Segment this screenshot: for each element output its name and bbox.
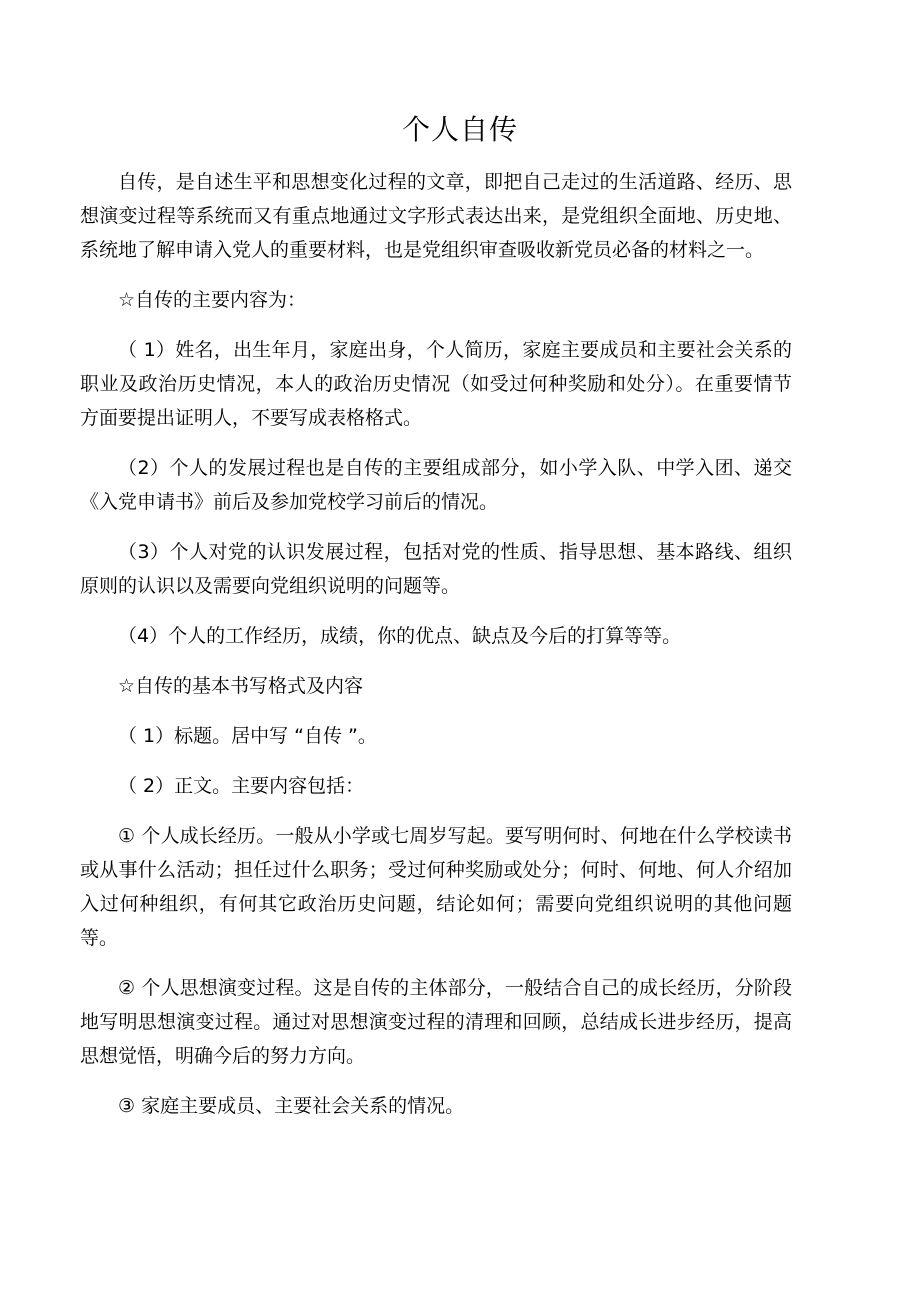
intro-paragraph: 自传，是自述生平和思想变化过程的文章，即把自己走过的生活道路、经历、思想演变过程等系统而又有重点地通过文字形式表达出来，是党组织全面地、历史地、系统地了解申请入党人的重要材料，也是党组织审查吸收新党员必备的材料之一。: [80, 171, 792, 261]
list-item: （ 1）标题。居中写 “自传 ”。: [118, 725, 377, 747]
list-item: （ 2）正文。主要内容包括：: [118, 775, 365, 797]
list-item: （2）个人的发展过程也是自传的主要组成部分，如小学入队、中学入团、递交《入党申请书》前后及参加党校学习前后的情况。: [80, 457, 792, 513]
section-heading-format: ☆自传的基本书写格式及内容: [118, 675, 364, 697]
document-body: [80, 165, 792, 1139]
list-item: ③ 家庭主要成员、主要社会关系的情况。: [118, 1095, 465, 1117]
list-item: ① 个人成长经历。一般从小学或七周岁写起。要写明何时、何地在什么学校读书或从事什么活动；担任过什么职务；受过何种奖励或处分；何时、何地、何人介绍加入过何种组织，有何其它政治历史问题，结论如何；需要向党组织说明的其他问题等。: [80, 825, 792, 949]
section-heading-main-content: ☆自传的主要内容为：: [118, 289, 307, 311]
list-item: ② 个人思想演变过程。这是自传的主体部分，一般结合自己的成长经历，分阶段地写明思想演变过程。通过对思想演变过程的清理和回顾，总结成长进步经历，提高思想觉悟，明确今后的努力方向。: [80, 977, 792, 1067]
list-item: （3）个人对党的认识发展过程，包括对党的性质、指导思想、基本路线、组织原则的认识以及需要向党组织说明的问题等。: [80, 541, 792, 597]
list-item: （4）个人的工作经历，成绩，你的优点、缺点及今后的打算等等。: [118, 625, 682, 647]
page-title: 个人自传: [401, 113, 518, 146]
list-item: （ 1）姓名，出生年月，家庭出身，个人简历，家庭主要成员和主要社会关系的职业及政治历史情况，本人的政治历史情况（如受过何种奖励和处分）。在重要情节方面要提出证明人，不要写成表格格式。: [80, 339, 792, 429]
